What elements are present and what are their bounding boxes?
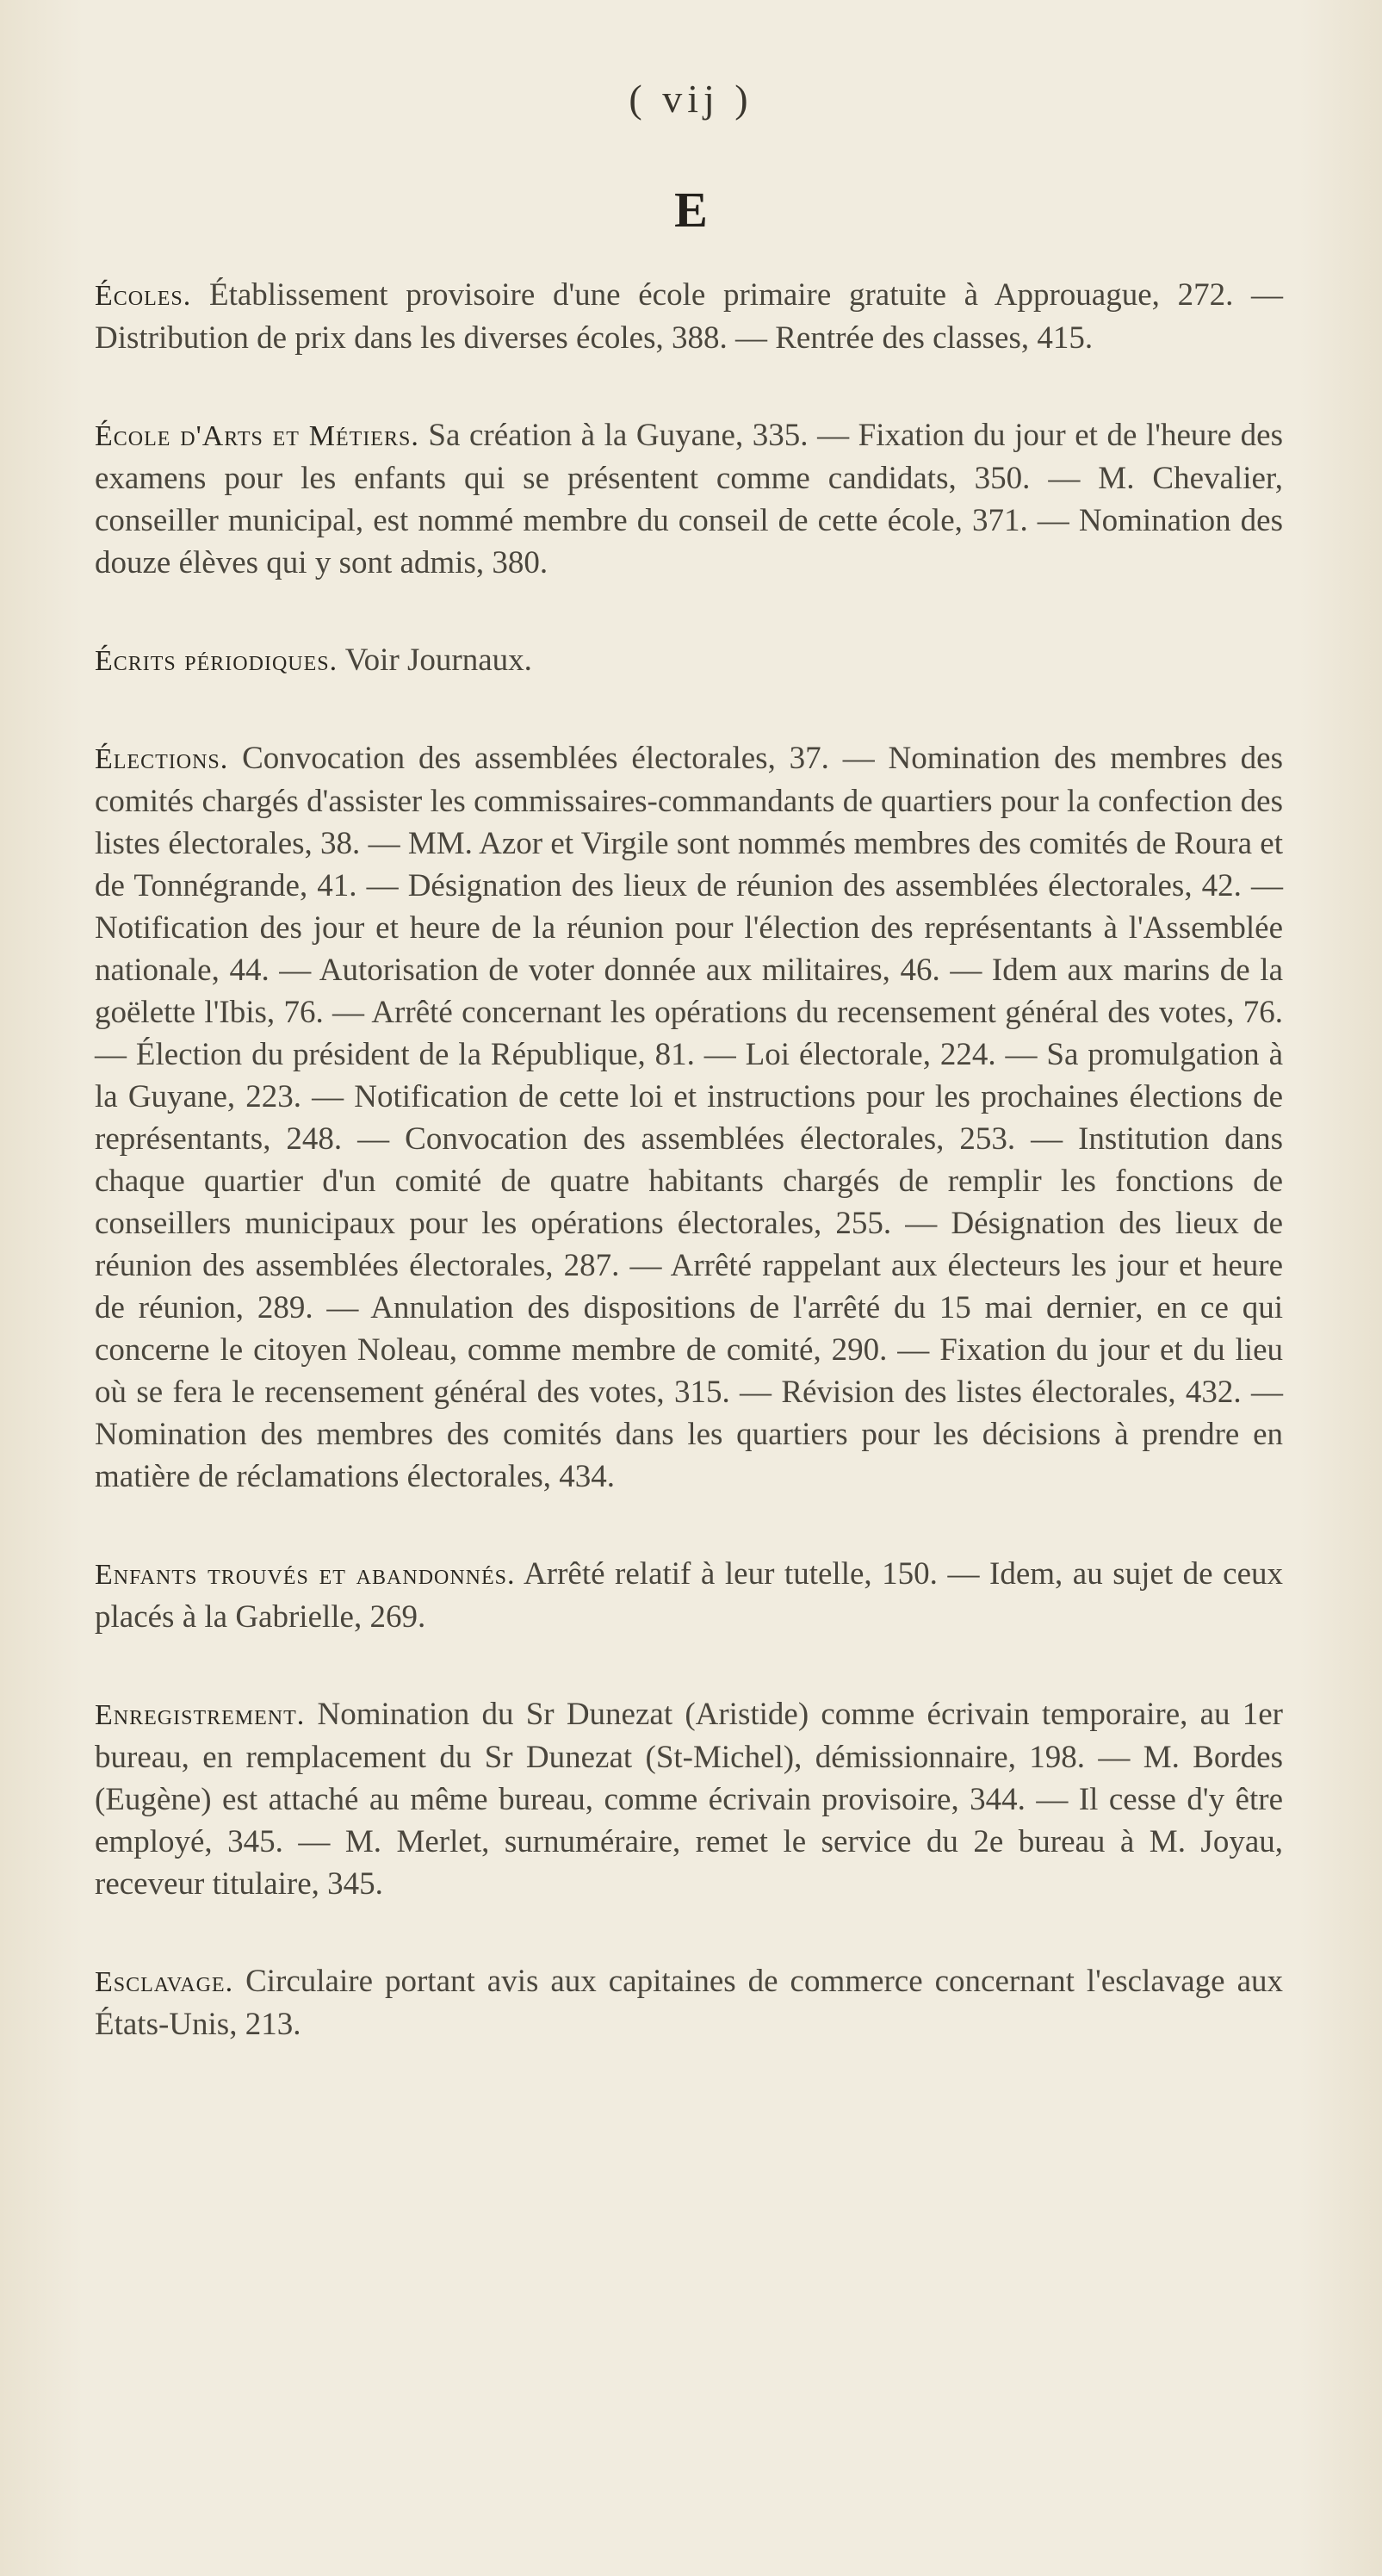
entry-heading: Élections. — [95, 743, 229, 775]
index-entry-elections — [95, 737, 1283, 1498]
index-entry-ecoles — [95, 274, 1283, 359]
entry-text: Nomination du Sr Dunezat (Aristide) comme écrivain temporaire, au 1er bureau, en remplacement du Sr Dunezat (St-Michel), démissionnaire, 198. — M. Bordes (Eugène) est attaché au même bureau, comme écrivain provisoire, 344. — Il cesse d'y être employé, 345. — M. Merlet, surnuméraire, remet le service du 2e bureau à M. Joyau, receveur titulaire, 345. — [95, 1697, 1284, 1902]
entry-heading: Enfants trouvés et abandonnés. — [95, 1559, 516, 1591]
entry-heading: École d'Arts et Métiers. — [95, 420, 419, 452]
entry-text: Convocation des assemblées électorales, 37. — Nomination des membres des comités chargés d'assister les commissaires-commandants de quartiers pour la confection des listes électorales, 38. — MM. Azor et Virgile sont nommés membres des comités de Roura et de Tonnégrande, 41. — Désignation des lieux de réunion des assemblées électorales, 42. — Notification des jour et heure de la réunion pour l'élection des représentants à l'Assemblée nationale, 44. — Autorisation de voter donnée aux militaires, 46. — Idem aux marins de la goëlette l'Ibis, 76. — Arrêté concernant les opérations du recensement général des votes, 76. — Élection du président de la République, 81. — Loi électorale, 224. — Sa promulgation à la Guyane, 223. — Notification de cette loi et instructions pour les prochaines élections de représentants, 248. — Convocation des assemblées électorales, 253. — Institution dans chaque quartier d'un comité de quatre habitants chargés de remplir les fonctions de conseillers municipaux pour les opérations électorales, 255. — Désignation des lieux de réunion des assemblées électorales, 287. — Arrêté rappelant aux électeurs les jour et heure de réunion, 289. — Annulation des dispositions de l'arrêté du 15 mai dernier, en ce qui concerne le citoyen Noleau, comme membre de comité, 290. — Fixation du jour et du lieu où se fera le recensement général des votes, 315. — Révision des listes électorales, 432. — Nomination des membres des comités dans les quartiers pour les décisions à prendre en matière de réclamations électorales, 434. — [95, 741, 1283, 1494]
entry-text: Circulaire portant avis aux capitaines de commerce concernant l'esclavage aux États-Unis, 213. — [95, 1964, 1284, 2042]
entry-text: Arrêté relatif à leur tutelle, 150. — Idem, au sujet de ceux placés à la Gabrielle, 269. — [95, 1556, 1283, 1635]
index-entry-ecole-arts-metiers — [95, 414, 1283, 584]
entry-text: Voir Journaux. — [344, 642, 532, 678]
entry-heading: Écrits périodiques. — [95, 645, 338, 677]
index-entries — [95, 274, 1283, 2101]
entry-text: Sa création à la Guyane, 335. — Fixation du jour et de l'heure des examens pour les enfants qui se présentent comme candidats, 350. — M. Chevalier, conseiller municipal, est nommé membre du conseil de cette école, 371. — Nomination des douze élèves qui y sont admis, 380. — [95, 418, 1283, 580]
entry-heading: Écoles. — [95, 280, 192, 312]
page-number: ( vij ) — [629, 77, 753, 121]
index-entry-enregistrement — [95, 1693, 1283, 1905]
index-entry-esclavage — [95, 1960, 1283, 2045]
entry-text: Établissement provisoire d'une école primaire gratuite à Approuague, 272. — Distribution de prix dans les diverses écoles, 388. — Rentrée des classes, 415. — [95, 277, 1284, 356]
entry-heading: Enregistrement. — [95, 1699, 306, 1731]
index-entry-enfants-trouves — [95, 1553, 1283, 1638]
section-letter: E — [674, 182, 708, 238]
index-entry-ecrits-periodiques — [95, 639, 1283, 682]
entry-heading: Esclavage. — [95, 1966, 234, 1998]
